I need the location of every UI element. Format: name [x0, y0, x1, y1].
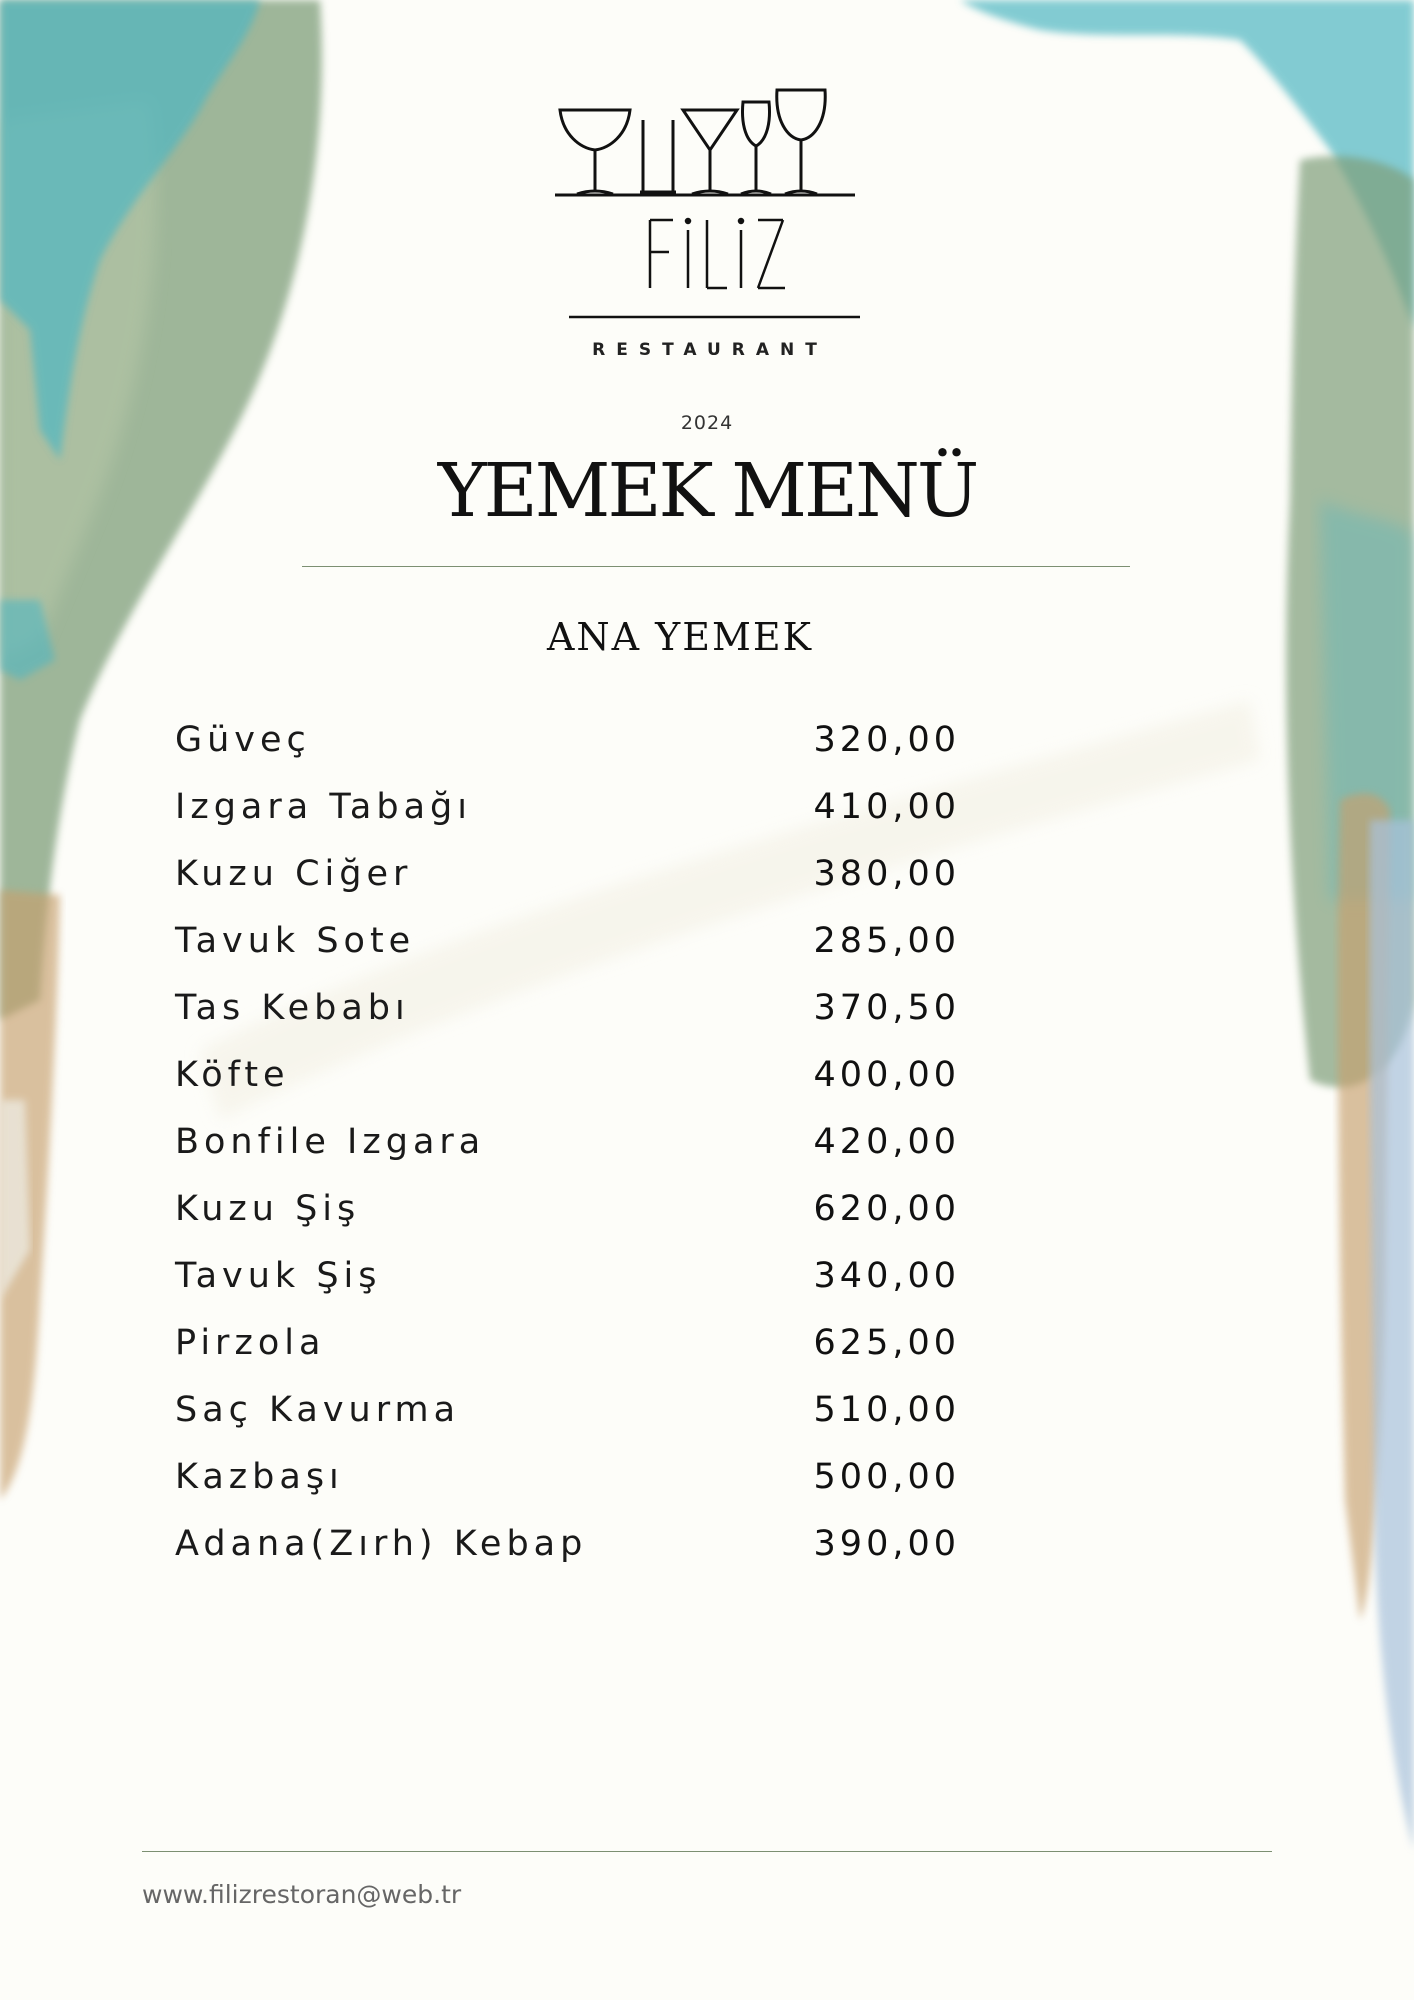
- menu-item: [175, 1189, 960, 1256]
- menu-item-price: 420,00: [813, 1122, 960, 1162]
- menu-item-name: Tavuk Şiş: [175, 1256, 382, 1296]
- menu-item-name: Köfte: [175, 1055, 290, 1095]
- menu-item: [175, 1390, 960, 1457]
- menu-item-name: Adana(Zırh) Kebap: [175, 1524, 588, 1564]
- menu-item-name: Tavuk Sote: [175, 921, 416, 961]
- menu-item-price: 370,50: [813, 988, 960, 1028]
- footer-website: www.filizrestoran@web.tr: [142, 1880, 462, 1909]
- menu-item: [175, 1457, 960, 1524]
- menu-item: [175, 1256, 960, 1323]
- brand-subtitle: RESTAURANT: [592, 340, 828, 360]
- section-title: ANA YEMEK: [546, 615, 814, 659]
- menu-list: [175, 720, 960, 1591]
- menu-item: [175, 988, 960, 1055]
- title-divider: [302, 566, 1130, 567]
- menu-item-price: 285,00: [813, 921, 960, 961]
- menu-item-name: Güveç: [175, 720, 311, 760]
- menu-item-price: 320,00: [813, 720, 960, 760]
- menu-item-price: 410,00: [813, 787, 960, 827]
- menu-item-name: Kuzu Ciğer: [175, 854, 413, 894]
- menu-item-name: Saç Kavurma: [175, 1390, 461, 1430]
- menu-item-name: Kazbaşı: [175, 1457, 344, 1497]
- menu-item-name: Tas Kebabı: [175, 988, 410, 1028]
- menu-year: 2024: [680, 412, 734, 434]
- menu-item: [175, 854, 960, 921]
- menu-item: [175, 1122, 960, 1189]
- menu-item-name: Bonfile Izgara: [175, 1122, 486, 1162]
- menu-item-name: Pirzola: [175, 1323, 326, 1363]
- menu-item: [175, 1323, 960, 1390]
- menu-item-price: 380,00: [813, 854, 960, 894]
- menu-item: [175, 1055, 960, 1122]
- menu-item-price: 510,00: [813, 1390, 960, 1430]
- glasses-logo-icon: [555, 80, 865, 340]
- menu-item-name: Kuzu Şiş: [175, 1189, 361, 1229]
- menu-item: [175, 921, 960, 988]
- page-title: YEMEK MENÜ: [437, 448, 977, 534]
- menu-item-price: 625,00: [813, 1323, 960, 1363]
- menu-item: [175, 1524, 960, 1591]
- menu-item: [175, 787, 960, 854]
- menu-item-name: Izgara Tabağı: [175, 787, 472, 827]
- menu-item-price: 340,00: [813, 1256, 960, 1296]
- menu-item: [175, 720, 960, 787]
- menu-item-price: 400,00: [813, 1055, 960, 1095]
- menu-item-price: 500,00: [813, 1457, 960, 1497]
- menu-item-price: 620,00: [813, 1189, 960, 1229]
- footer-divider: [142, 1851, 1272, 1852]
- menu-item-price: 390,00: [813, 1524, 960, 1564]
